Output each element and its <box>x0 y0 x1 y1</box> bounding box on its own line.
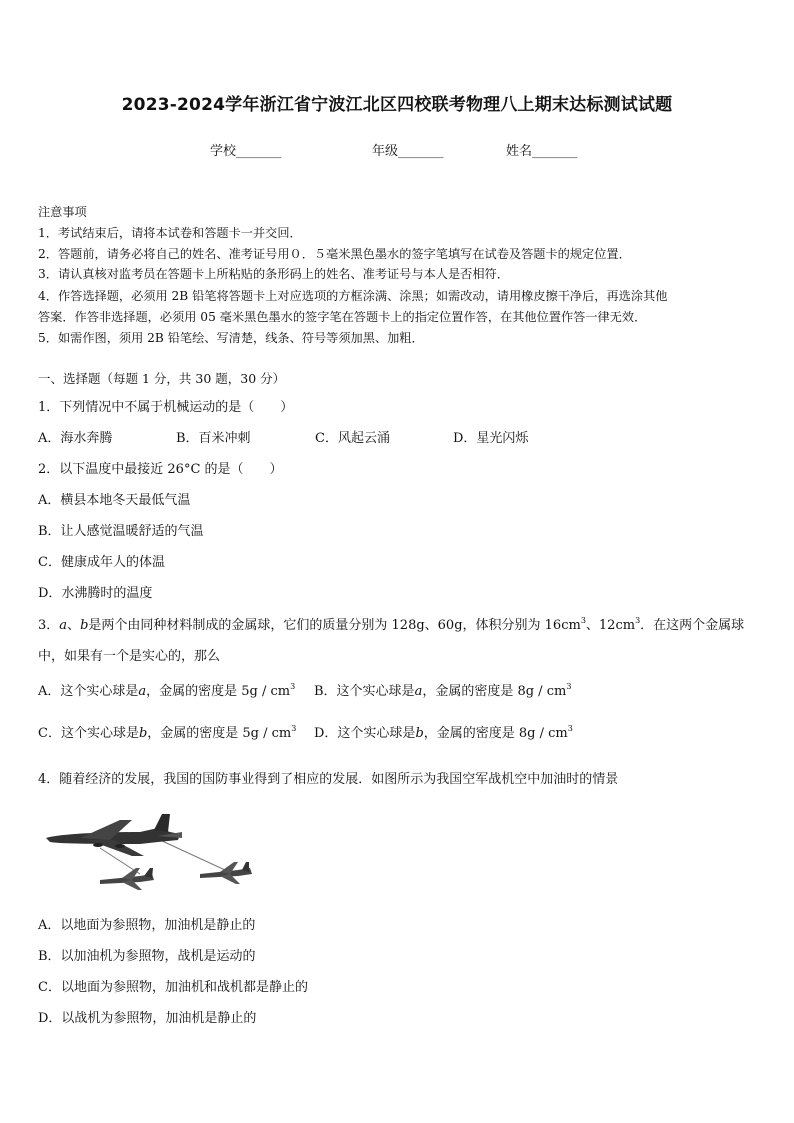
grade-field: 年级_______ <box>372 144 444 159</box>
section-heading: 一、选择题（每题 1 分，共 30 题，30 分） <box>38 371 286 386</box>
question-1-stem: 1．下列情况中不属于机械运动的是（ ） <box>38 400 294 415</box>
q3-option-b: B．这个实心球是a，金属的密度是 $8g / cm^3$ <box>314 682 572 699</box>
refueling-aircraft-image <box>40 810 260 895</box>
page-title: 2023-2024学年浙江省宁波江北区四校联考物理八上期末达标测试试题 <box>121 95 673 115</box>
school-field: 学校_______ <box>210 144 282 159</box>
notice-item: 1．考试结束后，请将本试卷和答题卡一并交回． <box>38 226 302 240</box>
q4-option-b: B．以加油机为参照物，战机是运动的 <box>38 949 256 964</box>
q2-option-b: B．让人感觉温暖舒适的气温 <box>38 524 204 539</box>
question-4-stem: 4．随着经济的发展，我国的国防事业得到了相应的发展．如图所示为我国空军战机空中加油时的情景 <box>38 772 619 787</box>
question-2-stem: 2．以下温度中最接近 26°C 的是（ ） <box>38 462 283 477</box>
notice-item: 4．作答选择题，必须用 2B 铅笔将答题卡上对应选项的方框涂满、涂黑；如需改动，请用橡皮擦干净后，再选涂其他 <box>38 289 668 303</box>
notice-item: 2．答题前，请务必将自己的姓名、准考证号用０．５毫米黑色墨水的签字笔填写在试卷及答题卡的规定位置． <box>38 247 631 261</box>
q4-option-a: A．以地面为参照物，加油机是静止的 <box>38 918 256 933</box>
notice-item: 答案．作答非选择题，必须用 05 毫米黑色墨水的签字笔在答题卡上的指定位置作答，在其他位置作答一律无效． <box>38 310 647 324</box>
name-field: 姓名_______ <box>506 144 578 159</box>
notice-item: 5．如需作图，须用 2B 铅笔绘、写清楚，线条、符号等须加黑、加粗． <box>38 331 424 345</box>
q4-option-d: D．以战机为参照物，加油机是静止的 <box>38 1011 257 1026</box>
q4-option-c: C．以地面为参照物，加油机和战机都是静止的 <box>38 980 308 995</box>
question-3-stem-cont: 中，如果有一个是实心的，那么 <box>38 649 221 664</box>
q2-option-a: A．横县本地冬天最低气温 <box>38 493 191 508</box>
q2-option-c: C．健康成年人的体温 <box>38 555 165 570</box>
q1-option-c: C．风起云涌 <box>315 431 390 446</box>
q1-option-d: D．星光闪烁 <box>453 431 529 446</box>
notice-heading: 注意事项 <box>38 205 87 219</box>
q3-option-a: A．这个实心球是a，金属的密度是 $5g / cm^3$ <box>38 682 296 699</box>
question-3-stem: 3．a、b是两个由同种材料制成的金属球，它们的质量分别为 128g、60g，体积分别为 $16cm^3$、$12cm^3$．在这两个金属球 <box>38 616 745 633</box>
notice-item: 3．请认真核对监考员在答题卡上所粘贴的条形码上的姓名、准考证号与本人是否相符． <box>38 267 509 281</box>
q1-option-b: B．百米冲刺 <box>176 431 251 446</box>
q1-option-a: A．海水奔腾 <box>38 431 113 446</box>
q3-option-d: D．这个实心球是b，金属的密度是 $8g / cm^3$ <box>314 724 573 741</box>
q2-option-d: D．水沸腾时的温度 <box>38 586 153 601</box>
q3-option-c: C．这个实心球是b，金属的密度是 $5g / cm^3$ <box>38 724 297 741</box>
